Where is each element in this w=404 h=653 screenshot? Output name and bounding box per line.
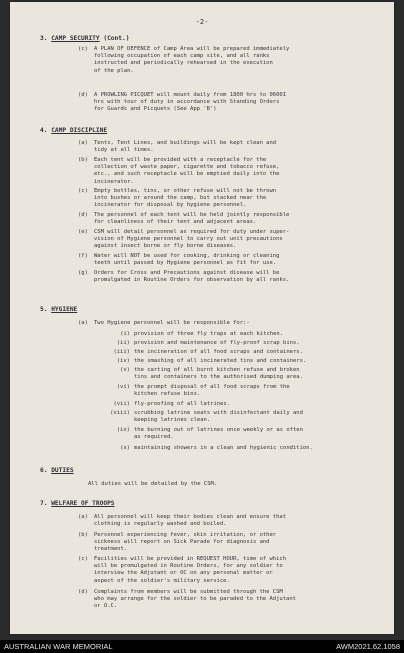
hygiene-item-text: the prompt disposal of all food scraps from the kitchen refuse bins. (134, 384, 290, 398)
paragraph-text: A PROWLING PICQUET will mount daily from 1800 hrs to 0600I hrs with tour of duty in accordance with Standing Orders for Guards and Picquets (See App 'B') (94, 92, 287, 113)
hygiene-item-label: (iv) (116, 358, 130, 364)
hygiene-item (104, 331, 283, 338)
paragraph-text: Two Hygiene personnel will be responsible for:- (94, 320, 250, 326)
section-heading: 4. CAMP DISCIPLINE (40, 127, 108, 134)
paragraph (78, 229, 289, 251)
paragraph-label: (a) (78, 140, 88, 146)
welfare-item-text: Complaints from members will be submitted through the CSM who may arrange for the soldier to be paraded to the Adjutant or O.C. (94, 589, 296, 610)
hygiene-item (104, 401, 230, 408)
hygiene-item (104, 349, 303, 356)
hygiene-item (104, 358, 306, 365)
hygiene-item-text: the incineration of all food scraps and containers. (134, 349, 303, 355)
welfare-item (78, 556, 286, 585)
welfare-item-label: (c) (78, 556, 88, 562)
welfare-item-text: Facilities will be provided in REQUEST HOUR, time of which will be promulgated in Routine Orders, for any soldier to interview the Adjutant or OC on any personal matter or aspect of the soldier's military service. (94, 556, 287, 584)
paragraph (78, 253, 279, 267)
paragraph (78, 140, 276, 154)
hygiene-item (104, 384, 290, 398)
hygiene-item-label: (x) (120, 445, 130, 451)
hygiene-item (104, 427, 303, 441)
paragraph (78, 157, 279, 186)
footer-bar (0, 640, 404, 653)
paragraph-text: CSM will detail personnel as required for duty under super- vision of Hygiene personnel to carry out unit precautions against insect borne or fly borne diseases. (94, 229, 290, 250)
hygiene-item-text: fly-proofing of all latrines. (134, 401, 231, 407)
footer-accession-number: AWM2021.62.1058 (336, 642, 400, 651)
paragraph-label: (e) (78, 229, 88, 235)
welfare-item (78, 532, 276, 554)
paragraph-label: (f) (78, 253, 88, 259)
hygiene-item-label: (i) (120, 331, 130, 337)
paragraph-label: (g) (78, 270, 88, 276)
hygiene-item-text: the burning out of latrines once weekly or as often as required. (134, 427, 303, 441)
paragraph-label: (c) (78, 46, 88, 52)
paragraph-text: Water will NOT be used for cooking, drinking or cleaning teeth until passed by Hygiene personnel as fit for use. (94, 253, 280, 267)
welfare-item-label: (d) (78, 589, 88, 595)
hygiene-item (104, 410, 303, 424)
hygiene-item-text: the carting of all burnt kitchen refuse and broken tins and containers to the authorised dumping area. (134, 367, 303, 381)
hygiene-item (104, 445, 313, 452)
paragraph (78, 212, 289, 226)
paragraph (78, 270, 289, 284)
duties-text: All duties will be detailed by the CSM. (88, 481, 218, 487)
section-heading: 3. CAMP SECURITY (Cont.) (40, 35, 130, 42)
paragraph-text: A PLAN OF DEFENCE of Camp Area will be prepared immediately following occupation of each camp site, and all ranks instructed and periodically rehearsed in the execution of the plan. (94, 46, 290, 74)
welfare-item-label: (a) (78, 514, 88, 520)
paragraph-text: Orders for Cross and Precautions against disease will be promulgated in Routine Orders for observation by all ranks. (94, 270, 290, 284)
hygiene-item-label: (ii) (116, 340, 130, 346)
hygiene-item-text: maintaining showers in a clean and hygienic condition. (134, 445, 313, 451)
hygiene-item-label: (vi) (116, 384, 130, 390)
paragraph (78, 320, 250, 327)
paragraph-label: (d) (78, 92, 88, 98)
hygiene-item-text: provision and maintenance of fly-proof scrap bins. (134, 340, 300, 346)
hygiene-item-label: (viii) (110, 410, 130, 416)
section-heading: 6. DUTIES (40, 467, 74, 474)
paragraph-label: (c) (78, 188, 88, 194)
hygiene-item-text: provision of three fly traps at each kitchen. (134, 331, 284, 337)
section-heading: 7. WELFARE OF TROOPS (40, 500, 115, 507)
hygiene-item-text: scrubbing latrine seats with disinfectant daily and keeping latrines clean. (134, 410, 303, 424)
paragraph-text: Tents, Tent Lines, and buildings will be kept clean and tidy at all times. (94, 140, 277, 154)
welfare-item-label: (b) (78, 532, 88, 538)
welfare-item-text: Personnel experiencing fever, skin irritation, or other sickness will report on Sick Parade for diagnosis and treatment. (94, 532, 277, 553)
paragraph-text: The personnel of each tent will be held jointly responsible for cleanliness of their tent and adjacent areas. (94, 212, 290, 226)
page-number: -2- (195, 18, 209, 26)
paragraph (78, 188, 276, 210)
paragraph-text: Each tent will be provided with a receptacle for the collection of waste paper, cigarette and tobacco refuse, etc., and such receptacle will be emptied daily into the incinerator. (94, 157, 280, 185)
hygiene-item-label: (v) (120, 367, 130, 373)
welfare-item-text: All personnel will keep their bodies clean and ensure that clothing is regularly washed and boiled. (94, 514, 287, 528)
paragraph-label: (a) (78, 320, 88, 326)
paragraph (78, 46, 289, 75)
welfare-item (78, 589, 296, 611)
hygiene-item (104, 367, 303, 381)
paragraph-label: (d) (78, 212, 88, 218)
paragraph-text: Empty bottles, tins, or other refuse will not be thrown into bushes or around the camp, but stacked near the incinerator for disposal by hygiene personnel. (94, 188, 277, 209)
footer-source: AUSTRALIAN WAR MEMORIAL (4, 642, 113, 651)
paragraph (78, 92, 286, 114)
hygiene-item-label: (ix) (116, 427, 130, 433)
section-heading: 5. HYGIENE (40, 306, 78, 313)
paragraph-label: (b) (78, 157, 88, 163)
welfare-item (78, 514, 286, 528)
hygiene-item-label: (vii) (113, 401, 130, 407)
hygiene-item (104, 340, 300, 347)
hygiene-item-text: the smashing of all incinerated tins and containers. (134, 358, 307, 364)
hygiene-item-label: (iii) (113, 349, 130, 355)
document-page (10, 2, 394, 634)
